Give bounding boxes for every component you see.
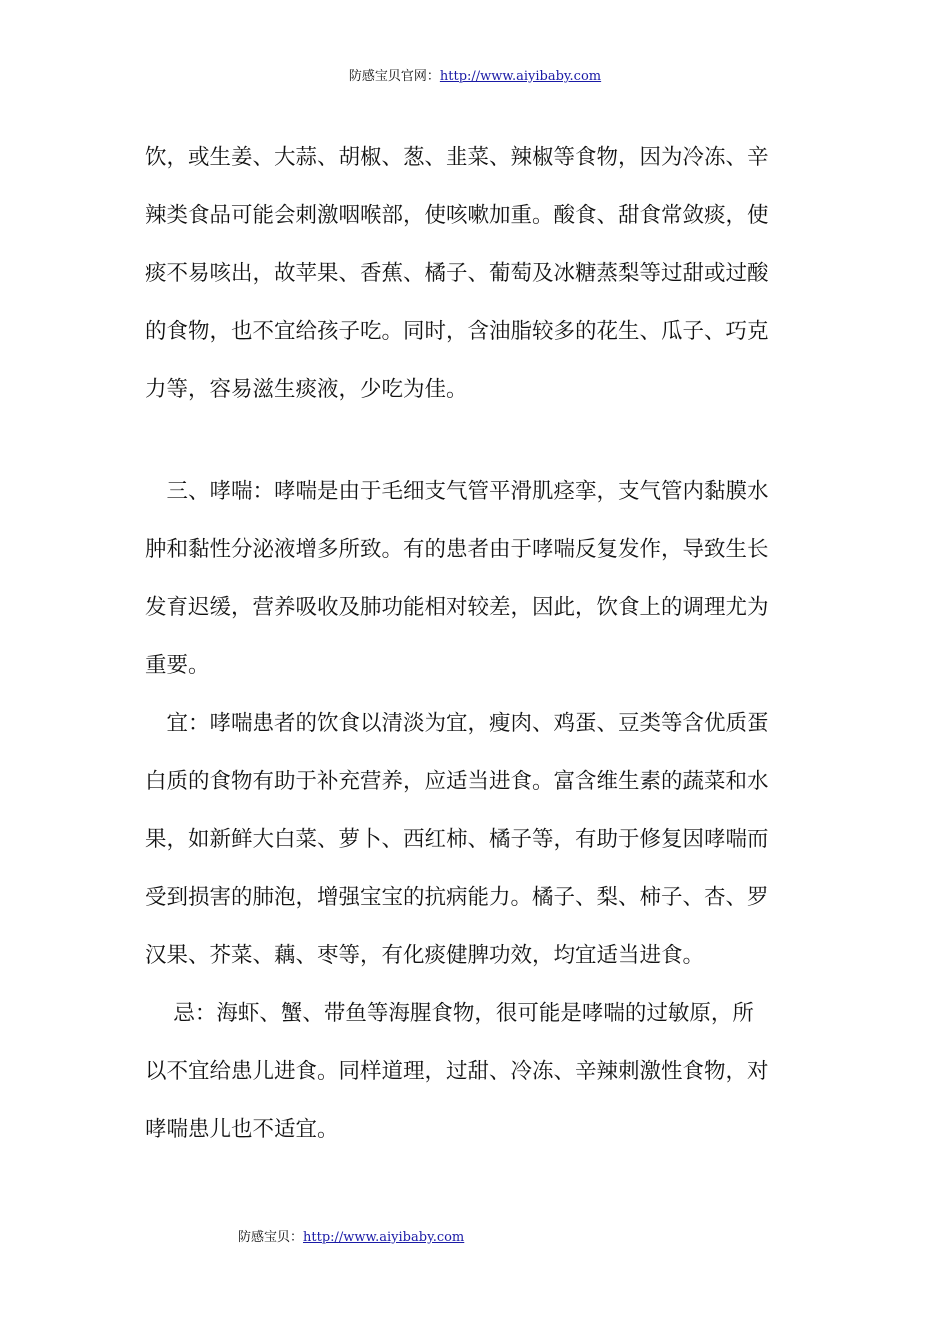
text-line: 忌：海虾、蟹、带鱼等海腥食物，很可能是哮喘的过敏原，所: [145, 1001, 754, 1026]
text-line: 果，如新鲜大白菜、萝卜、西红柿、橘子等，有助于修复因哮喘而: [145, 827, 769, 852]
text-line: 受到损害的肺泡，增强宝宝的抗病能力。橘子、梨、柿子、杏、罗: [145, 885, 769, 910]
document-body: [145, 129, 810, 1159]
footer-link[interactable]: http://www.aiyibaby.com: [303, 1230, 465, 1245]
text-line: 白质的食物有助于补充营养，应适当进食。富含维生素的蔬菜和水: [145, 769, 769, 794]
text-line: 力等，容易滋生痰液，少吃为佳。: [145, 377, 468, 402]
text-line: 重要。: [145, 653, 210, 678]
footer-label: 防感宝贝：: [238, 1230, 304, 1245]
text-line: 痰不易咳出，故苹果、香蕉、橘子、葡萄及冰糖蒸梨等过甜或过酸: [145, 261, 769, 286]
paragraph-cough-diet: [145, 129, 810, 419]
text-line: 以不宜给患儿进食。同样道理，过甜、冷冻、辛辣刺激性食物，对: [145, 1059, 769, 1084]
section-gap: [145, 419, 810, 463]
paragraph-asthma-suitable: [145, 695, 810, 985]
text-line: 哮喘患儿也不适宜。: [145, 1117, 339, 1142]
page-footer: [238, 1229, 464, 1247]
text-line: 的食物，也不宜给孩子吃。同时，含油脂较多的花生、瓜子、巧克: [145, 319, 769, 344]
text-line: 三、哮喘：哮喘是由于毛细支气管平滑肌痉挛，支气管内黏膜水: [145, 479, 769, 504]
text-line: 肿和黏性分泌液增多所致。有的患者由于哮喘反复发作，导致生长: [145, 537, 769, 562]
text-line: 饮，或生姜、大蒜、胡椒、葱、韭菜、辣椒等食物，因为冷冻、辛: [145, 145, 769, 170]
text-line: 辣类食品可能会刺激咽喉部，使咳嗽加重。酸食、甜食常敛痰，使: [145, 203, 769, 228]
paragraph-asthma-avoid: [145, 985, 810, 1159]
text-line: 发育迟缓，营养吸收及肺功能相对较差，因此，饮食上的调理尤为: [145, 595, 769, 620]
header-link[interactable]: http://www.aiyibaby.com: [439, 69, 602, 84]
page-header: [0, 68, 950, 86]
paragraph-asthma-intro: [145, 463, 810, 695]
text-line: 宜：哮喘患者的饮食以清淡为宜，瘦肉、鸡蛋、豆类等含优质蛋: [145, 711, 769, 736]
text-line: 汉果、芥菜、藕、枣等，有化痰健脾功效，均宜适当进食。: [145, 943, 705, 968]
header-label: 防感宝贝官网：: [348, 69, 440, 84]
